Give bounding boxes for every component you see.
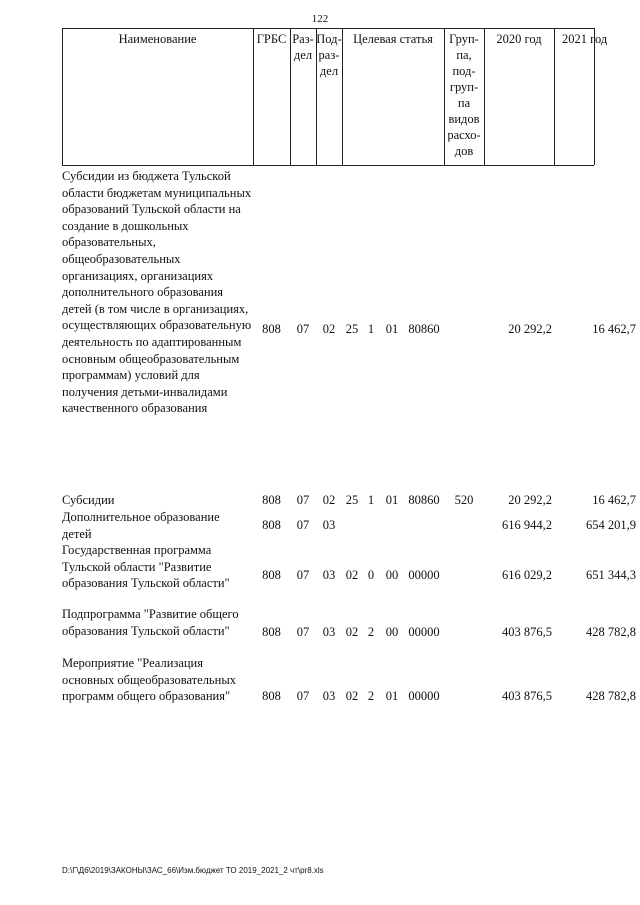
cell-razdel: 07 [296,568,310,582]
cell-value-2021: 654 201,9 [586,518,636,532]
cell-target-event: 00 [385,568,399,582]
cell-grbs: 808 [262,625,281,639]
cell-target-subprogram: 1 [367,322,375,336]
header-divider [342,28,343,165]
cell-value-2020: 403 876,5 [502,625,552,639]
cell-target-direction: 00000 [408,568,440,582]
cell-value-2020: 403 876,5 [502,689,552,703]
cell-razdel: 07 [296,625,310,639]
cell-target-event: 01 [385,322,399,336]
row-name: Подпрограмма "Развитие общего образования Тульской области" [62,607,239,638]
header-expense-group: Груп- па, под- груп- па видов расхо- дов [447,32,481,158]
cell-target-direction: 00000 [408,625,440,639]
header-podrazdel: Под- раз- дел [316,32,342,78]
cell-expense-group: 520 [454,493,474,507]
cell-grbs: 808 [262,689,281,703]
cell-value-2021: 16 462,7 [592,493,636,507]
header-razdel: Раз- дел [292,32,314,62]
cell-target-direction: 80860 [408,322,440,336]
cell-podrazdel: 03 [322,518,336,532]
header-target-article: Целевая статья [353,32,433,46]
header-divider [62,28,63,165]
header-year-2021: 2021 год [562,32,608,46]
cell-grbs: 808 [262,518,281,532]
cell-target-event: 01 [385,689,399,703]
cell-podrazdel: 02 [322,493,336,507]
cell-razdel: 07 [296,493,310,507]
header-top-border [62,28,594,29]
cell-target-direction: 80860 [408,493,440,507]
cell-target-event: 00 [385,625,399,639]
header-divider [594,28,595,165]
cell-target-program: 02 [345,568,359,582]
header-divider [484,28,485,165]
row-name: Субсидии из бюджета Тульской области бюджетам муниципальных образований Тульской области на создание в дошкольных образовательных, общеобразовательных организациях, организациях дополнительного образования детей (в том числе в организациях, осуществляющих образовательную деятельность по адаптированным основным общеобразовательным программам) условий для получения детьми-инвалидами качественного образования [62,169,252,416]
cell-podrazdel: 02 [322,322,336,336]
cell-razdel: 07 [296,322,310,336]
header-name: Наименование [118,32,197,46]
cell-target-subprogram: 2 [367,689,375,703]
header-divider [554,28,555,165]
cell-grbs: 808 [262,568,281,582]
row-name: Государственная программа Тульской области "Развитие образования Тульской области" [62,543,230,591]
cell-podrazdel: 03 [322,625,336,639]
cell-value-2020: 616 944,2 [502,518,552,532]
cell-razdel: 07 [296,518,310,532]
file-path-footer: D:\Г\Д6\2019\ЗАКОНЫ\ЗАС_66\Изм.бюджет ТО 2019_2021_2 чт\pr8.xls [62,866,324,875]
header-divider [253,28,254,165]
header-year-2020: 2020 год [496,32,542,46]
cell-value-2020: 616 029,2 [502,568,552,582]
cell-value-2020: 20 292,2 [508,322,552,336]
cell-target-program: 02 [345,689,359,703]
cell-value-2020: 20 292,2 [508,493,552,507]
cell-podrazdel: 03 [322,568,336,582]
page-number: 122 [311,13,329,25]
header-bottom-border [62,165,594,166]
header-grbs: ГРБС [256,32,287,46]
cell-grbs: 808 [262,493,281,507]
cell-target-subprogram: 1 [367,493,375,507]
cell-razdel: 07 [296,689,310,703]
cell-value-2021: 428 782,8 [586,625,636,639]
row-name: Субсидии [62,493,115,507]
row-name: Мероприятие "Реализация основных общеобразовательных программ общего образования" [62,656,236,704]
row-name: Дополнительное образование детей [62,510,220,541]
cell-value-2021: 428 782,8 [586,689,636,703]
cell-target-program: 25 [345,493,359,507]
cell-podrazdel: 03 [322,689,336,703]
cell-target-subprogram: 0 [367,568,375,582]
cell-target-program: 25 [345,322,359,336]
cell-target-direction: 00000 [408,689,440,703]
cell-target-event: 01 [385,493,399,507]
cell-value-2021: 16 462,7 [592,322,636,336]
cell-grbs: 808 [262,322,281,336]
cell-value-2021: 651 344,3 [586,568,636,582]
cell-target-subprogram: 2 [367,625,375,639]
cell-target-program: 02 [345,625,359,639]
